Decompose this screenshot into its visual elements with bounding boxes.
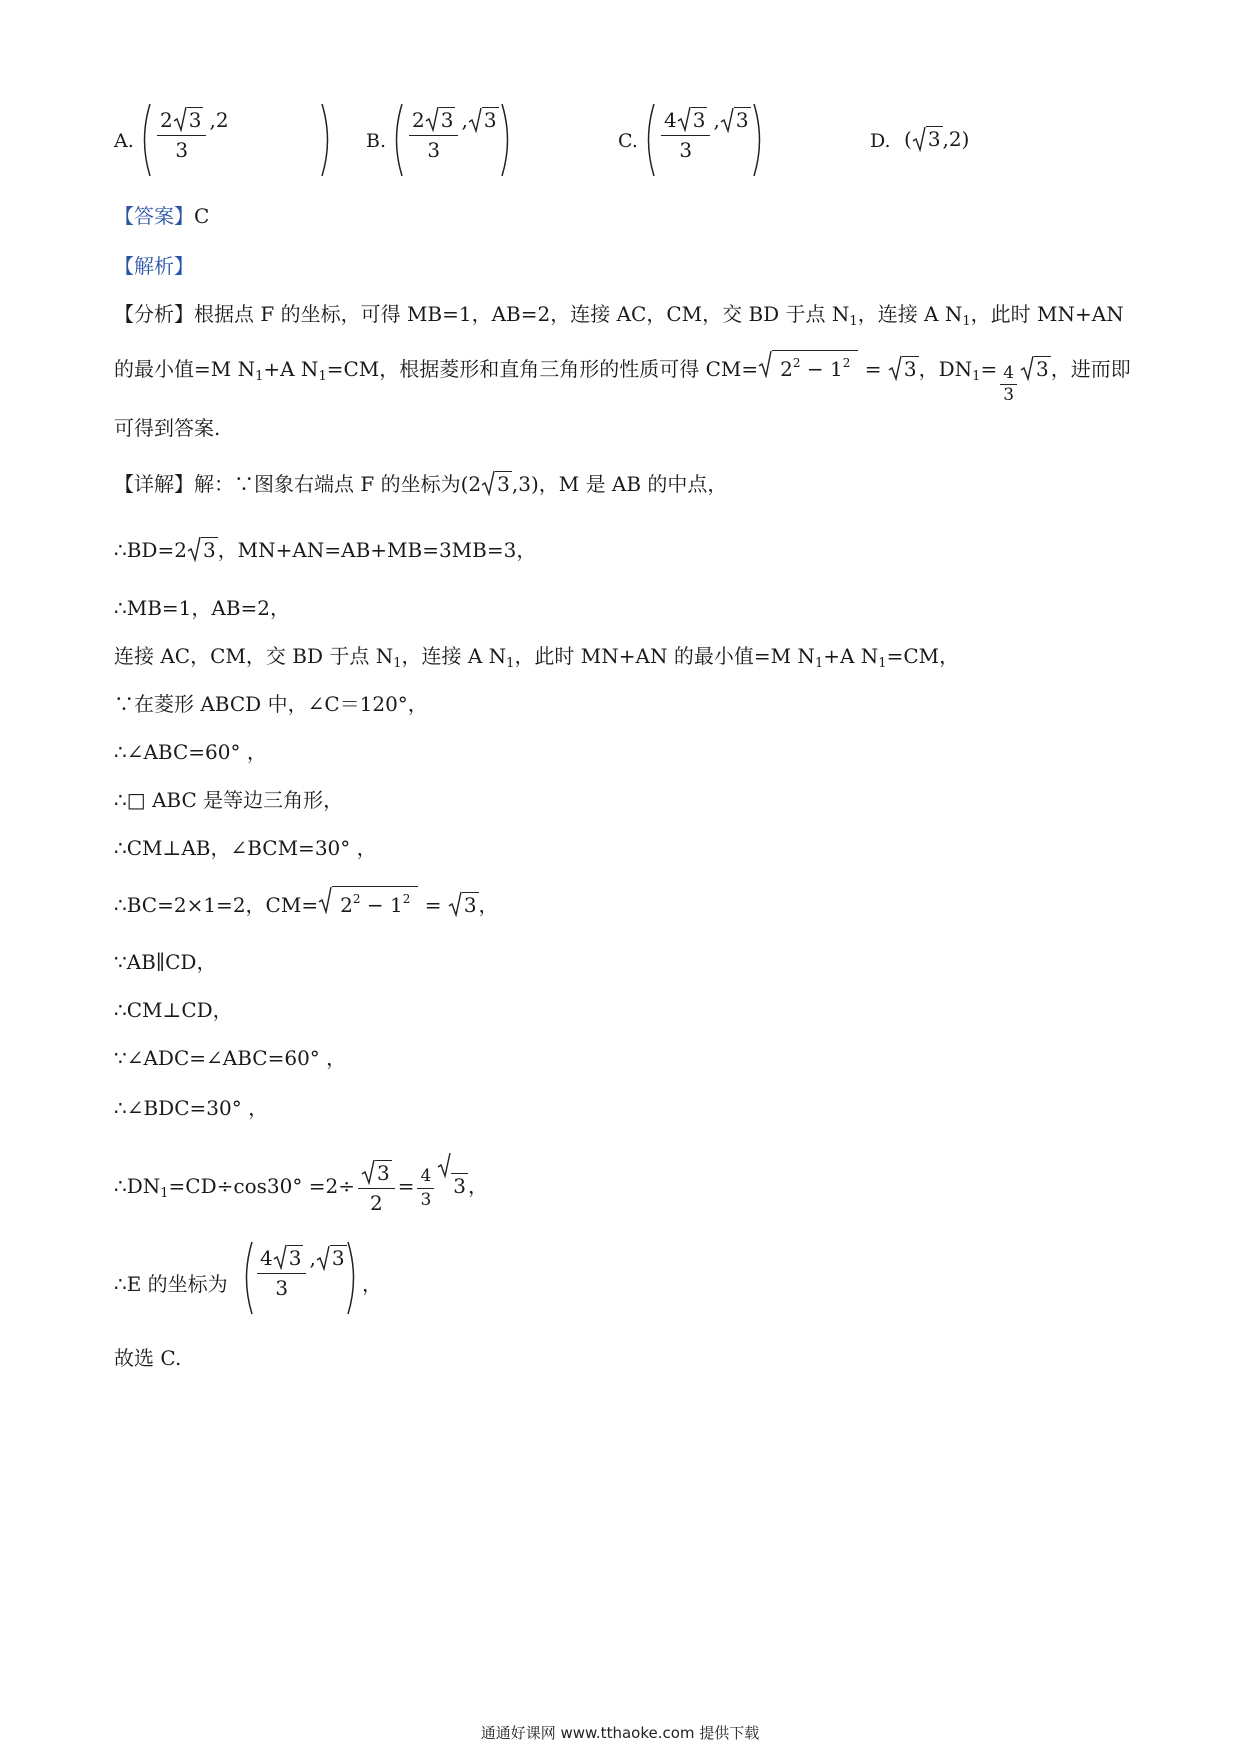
option-label: A.: [114, 130, 134, 152]
answer-value: C: [194, 204, 210, 228]
detail-line-15: ∴E 的坐标为 4 3 3 , 3 ，: [114, 1236, 414, 1320]
option-label: D.: [870, 130, 891, 152]
right-paren-icon: [320, 102, 334, 178]
detail-line-3: ∴MB=1，AB=2，: [114, 596, 291, 620]
sqrt-expression: $2^2 - 1^2$: [758, 350, 858, 383]
fenxi-line-2: 的最小值=M $N_1+A$ $N_1=CM$，根据菱形和直角三角形的性质可得 CM= $2^2 - 1^2$ = 3 ，$DN_1=$ $\frac{4}{3}$ 3 ，进而即: [114, 350, 1131, 405]
answer-tag: 【答案】: [114, 204, 194, 228]
option-label: B.: [366, 130, 387, 152]
fraction: $\frac{4}{3}$: [417, 1165, 434, 1211]
fenxi-line-1: 【分析】根据点 F 的坐标，可得 MB=1，AB=2，连接 AC，CM，交 BD 于点 $N_1$，连接 A $N_1$，此时 MN+AN: [114, 302, 1124, 329]
detail-line-6: ∴∠ABC=60° ，: [114, 740, 267, 764]
option-b: [366, 96, 596, 180]
left-paren-icon: [240, 1240, 254, 1316]
left-paren-icon: [390, 102, 404, 178]
option-a: [114, 96, 344, 180]
detail-line-11: ∴CM⊥CD，: [114, 998, 233, 1022]
detail-line-16: 故选 C.: [114, 1346, 182, 1370]
option-value: 2 3 3 ,2: [154, 106, 229, 164]
fraction: $\frac{4}{3}$: [1000, 363, 1017, 405]
right-paren-icon: [346, 1240, 360, 1316]
option-d: [870, 96, 1010, 180]
option-value: 4 3 3 , 3: [658, 106, 751, 164]
detail-line-7: ∴□ ABC 是等边三角形，: [114, 788, 344, 812]
coordinate-value: 4 3 3 , 3: [254, 1244, 347, 1302]
footer-watermark: 通通好课网 www.tthaoke.com 提供下载: [480, 1724, 760, 1742]
option-value: ( 3 ,2): [904, 127, 970, 151]
detail-line-14: $\therefore DN_1=CD\div\cos 30^\circ =2\div$ $\frac{3}{2}$ = $\frac{4}{3}$ 3 ，: [114, 1152, 488, 1228]
right-paren-icon: [752, 102, 766, 178]
option-label: C.: [618, 130, 638, 152]
left-paren-icon: [642, 102, 656, 178]
fraction: 2 3 3: [157, 106, 206, 164]
detail-line-2: ∴BD=2 3 ，MN+AN=AB+MB=3MB=3，: [114, 538, 537, 562]
left-paren-icon: [138, 102, 152, 178]
fraction: 2 3 3: [409, 106, 458, 164]
analysis-tag: 【解析】: [114, 254, 194, 278]
fraction: $\frac{3}{2}$: [358, 1159, 395, 1217]
option-value: 2 3 3 , 3: [406, 106, 499, 164]
detail-line-5: ∵在菱形 ABCD 中，∠C＝120°，: [114, 692, 428, 716]
detail-line-4: 连接 AC，CM，交 BD 于点 $N_1$，连接 A $N_1$，此时 MN+AN 的最小值=M $N_1+A$ $N_1=CM$，: [114, 644, 960, 671]
detail-line-10: ∵AB∥CD，: [114, 950, 217, 974]
detail-line-12: ∵∠ADC=∠ABC=60° ，: [114, 1046, 347, 1070]
detail-line-8: ∴CM⊥AB，∠BCM=30° ，: [114, 836, 377, 860]
fenxi-line-3: 可得到答案.: [114, 416, 221, 440]
detail-line-1: 【详解】解：∵图象右端点 F 的坐标为(2 3 ,3)，M 是 AB 的中点，: [114, 472, 728, 496]
option-c: [618, 96, 848, 180]
answer-line: [114, 202, 209, 230]
detail-line-9: ∴BC=2×1=2，CM= $2^2 - 1^2$ = 3 ，: [114, 886, 499, 919]
detail-line-13: ∴∠BDC=30° ，: [114, 1096, 269, 1120]
sqrt-expression: $2^2 - 1^2$: [318, 886, 418, 919]
right-paren-icon: [500, 102, 514, 178]
fraction: 4 3 3: [661, 106, 710, 164]
